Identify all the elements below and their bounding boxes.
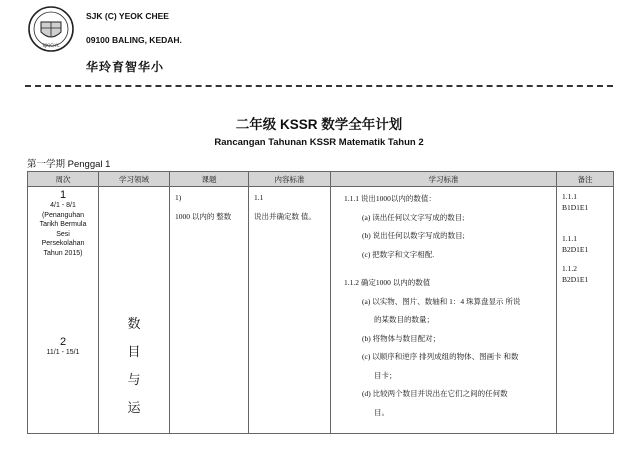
standard-1-1-2-b: (b) 将物体与数目配对； (362, 333, 441, 343)
content-standard-cell (249, 187, 331, 434)
standard-1-1-2-a: (a) 以实物、图片、数轴和 1：4 珠算盘显示 所说 (362, 296, 521, 306)
standard-1-1-2: 1.1.2 确定1000 以内的数值 (344, 278, 431, 287)
school-name-chinese: 华玲育智华小 (86, 60, 165, 74)
week-2-number: 2 (59, 336, 67, 348)
standard-1-1-2-c-cont: 目卡； (374, 370, 397, 380)
week-1-holiday-note: (Penanguhan Tarikh Bermula Sesi Persekolahan Tahun 2015) (39, 211, 87, 257)
school-name: SJK (C) YEOK CHEE (86, 11, 169, 21)
content-standard-number: 1.1 (254, 193, 264, 202)
topic-number: 1) (175, 193, 182, 202)
learning-area-cell (99, 187, 170, 434)
school-address: 09100 BALING, KEDAH. (86, 35, 182, 45)
header-learning-standard: 学习标准 (331, 172, 557, 187)
school-logo (27, 5, 75, 53)
week-cell (28, 187, 99, 434)
header-learning-area: 学习领域 (99, 172, 170, 187)
standard-1-1-2-a-cont: 的某数目的数量； (374, 315, 434, 324)
note-item: B1D1E1 (562, 203, 589, 212)
header-divider (25, 85, 613, 87)
topic-text: 1000 以内的 整数 (175, 212, 232, 221)
standard-1-1-1-c: (c) 把数字和文字相配. (362, 249, 435, 259)
learning-standard-cell (331, 187, 557, 434)
note-item: B2D1E1 (562, 245, 589, 254)
week-2-dates: 11/1 - 15/1 (46, 349, 80, 356)
standard-1-1-2-c: (c) 以顺序和逆序 排列成组的物体、图画卡 和数 (362, 352, 519, 361)
standard-1-1-1-a: (a) 读出任何以文字写成的数目; (362, 212, 465, 222)
header-content-standard: 内容标准 (249, 172, 331, 187)
note-item: 1.1.2 (562, 264, 577, 273)
svg-text:SJK(C)YC: SJK(C)YC (42, 43, 60, 48)
note-item: 1.1.1 (562, 192, 577, 201)
note-item: B2D1E1 (562, 275, 589, 284)
header-notes: 备注 (557, 172, 614, 187)
standard-1-1-1: 1.1.1 说出1000以内的数值： (344, 194, 436, 203)
week-1-dates: 4/1 - 8/1 (50, 202, 76, 209)
table-row (28, 187, 614, 434)
term-label: 第一学期 Penggal 1 (27, 159, 111, 170)
standard-1-1-2-d-cont: 目。 (374, 407, 389, 417)
content-standard-text: 说出并确定数 值。 (254, 212, 316, 221)
yearly-plan-table (27, 171, 614, 434)
header-week: 周次 (28, 172, 99, 187)
document-subtitle: Rancangan Tahunan KSSR Matematik Tahun 2 (214, 137, 424, 148)
notes-cell (557, 187, 614, 434)
topic-cell (170, 187, 249, 434)
note-item: 1.1.1 (562, 234, 577, 243)
header-topic: 课题 (170, 172, 249, 187)
standard-1-1-2-d: (d) 比较两个数目并说出在它们之间的任何数 (362, 389, 508, 398)
standard-1-1-1-b: (b) 说出任何以数字写成的数目; (362, 231, 465, 240)
learning-area-text: 数 目 与 运 (127, 316, 141, 415)
table-header-row (28, 172, 614, 187)
week-1-number: 1 (59, 189, 67, 201)
document-title: 二年级 KSSR 数学全年计划 (235, 117, 403, 132)
